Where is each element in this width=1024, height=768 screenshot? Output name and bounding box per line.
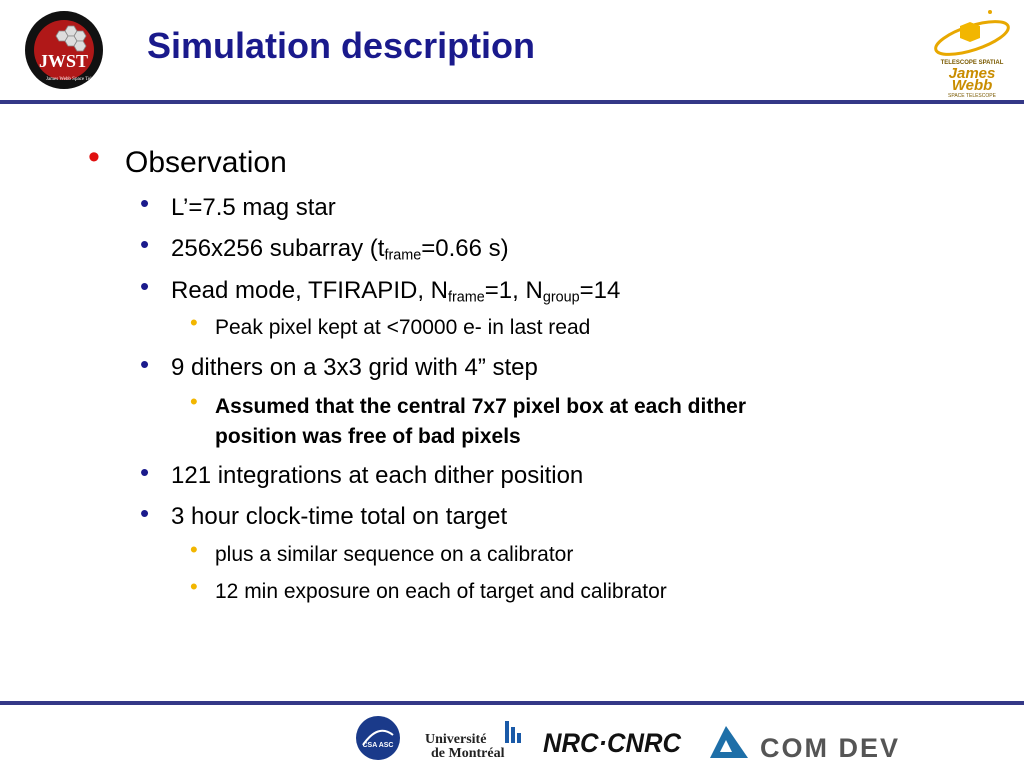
bullet-l2: •	[140, 229, 150, 259]
readmode-mid: =1, N	[484, 277, 543, 304]
bullet-integrations: 121 integrations at each dither position	[171, 462, 584, 489]
bullet-l2: •	[140, 188, 150, 218]
bullet-l2: •	[140, 457, 150, 487]
subarray-sub: frame	[384, 247, 422, 264]
bullet-l3: •	[190, 310, 198, 335]
nrc-logo	[543, 725, 683, 759]
footer-divider	[0, 701, 1024, 705]
jwst-logo-ring-text: James Webb Space Telescope	[46, 77, 106, 82]
right-logo-line3: Webb	[951, 77, 993, 94]
subarray-pre: 256x256 subarray (t	[171, 235, 385, 262]
readmode-sub2: group	[542, 289, 580, 306]
right-logo-line2: James	[948, 65, 996, 82]
csa-logo-text: CSA ASC	[362, 742, 394, 749]
bullet-similar: plus a similar sequence on a calibrator	[215, 543, 574, 566]
readmode-sub1: frame	[447, 289, 485, 306]
bullet-readmode	[171, 276, 620, 313]
bullet-assumed-line2: position was free of bad pixels	[215, 425, 521, 448]
subarray-post: =0.66 s)	[421, 235, 509, 262]
bullet-peak: Peak pixel kept at <70000 e- in last read	[215, 316, 591, 339]
bullet-l3: •	[190, 537, 198, 562]
bullet-l1: •	[88, 138, 100, 176]
bullet-star: L’=7.5 mag star	[171, 194, 336, 221]
udem-line2: de Montréal	[431, 746, 505, 761]
bullet-dithers: 9 dithers on a 3x3 grid with 4” step	[171, 354, 538, 381]
bullet-exposure: 12 min exposure on each of target and calibrator	[215, 580, 667, 603]
bullet-l2: •	[140, 271, 150, 301]
comdev-logo	[708, 722, 908, 762]
bullet-l2: •	[140, 498, 150, 528]
bullet-observation: Observation	[125, 146, 287, 179]
jwst-logo-text: JWST	[39, 51, 89, 71]
readmode-pre: Read mode, TFIRAPID, N	[171, 277, 448, 304]
nrc-logo-text: NRC·CNRC	[543, 728, 682, 758]
right-logo-line1: TELESCOPE SPATIAL	[940, 60, 1004, 66]
udem-line1: Université	[425, 732, 487, 747]
comdev-logo-text: COM DEV	[760, 733, 901, 762]
bullet-l3: •	[190, 574, 198, 599]
csa-logo	[355, 715, 401, 761]
bullet-assumed-line1: Assumed that the central 7x7 pixel box at each dither	[215, 395, 746, 418]
right-logo-line4: SPACE TELESCOPE	[948, 93, 996, 98]
udem-logo	[425, 717, 525, 761]
page-title: Simulation description	[147, 25, 536, 66]
bullet-l3: •	[190, 389, 198, 414]
bullet-subarray	[171, 234, 509, 271]
readmode-post: =14	[579, 277, 621, 304]
bullet-clock: 3 hour clock-time total on target	[171, 503, 508, 530]
bullet-l2: •	[140, 349, 150, 379]
